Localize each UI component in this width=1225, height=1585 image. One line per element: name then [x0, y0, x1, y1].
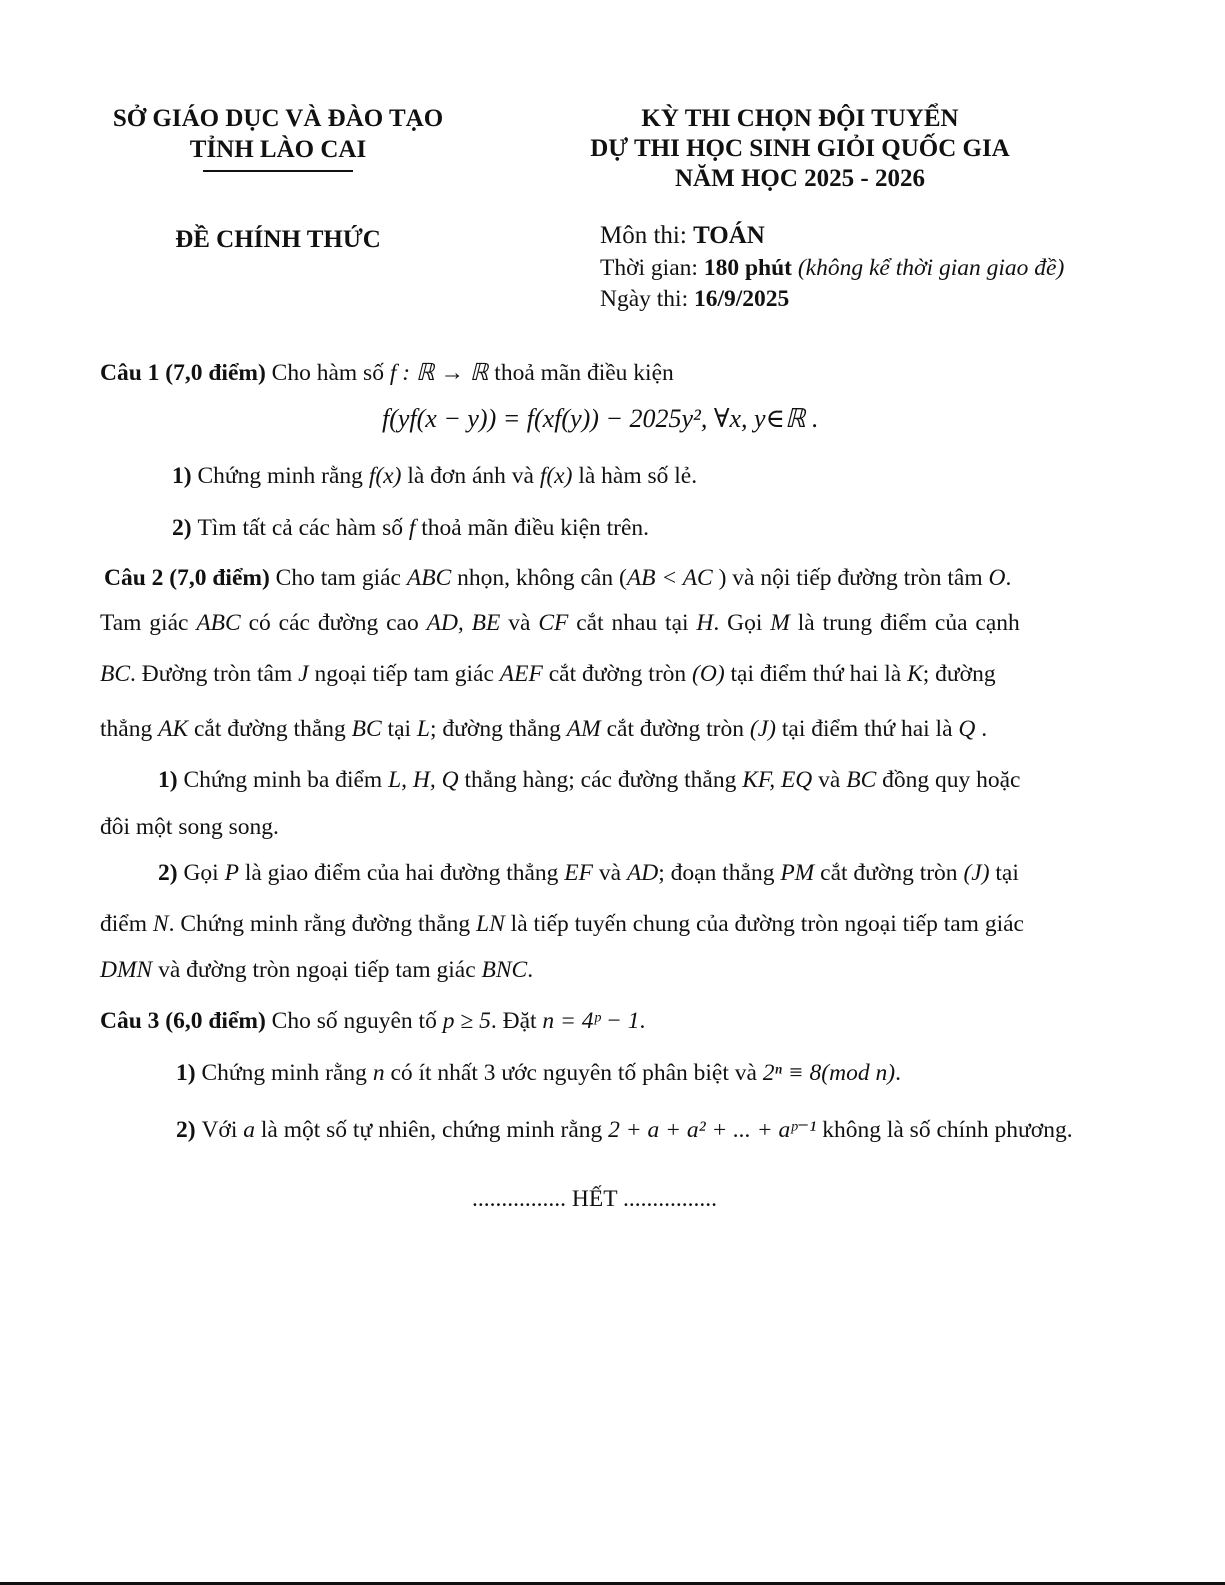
subject-line — [600, 222, 765, 250]
q1-text: là đơn ánh và — [401, 463, 540, 489]
q2-line2 — [100, 610, 1020, 637]
q2-math: P — [224, 860, 239, 886]
exam-title-line3: NĂM HỌC 2025 - 2026 — [675, 165, 925, 192]
q2-text: Tam giác — [100, 610, 197, 636]
q2-math: (J) — [963, 860, 990, 886]
date-line — [600, 286, 789, 313]
q3-intro — [100, 1008, 645, 1035]
q3-math: 2 + a + a² + ... + aᵖ⁻¹ — [608, 1117, 817, 1143]
q3-text: Với — [201, 1117, 244, 1143]
q2-math: BC — [100, 661, 131, 687]
q2-text: tại điểm thứ hai là — [775, 716, 959, 742]
department-name: SỞ GIÁO DỤC VÀ ĐÀO TẠO — [112, 105, 444, 132]
q1-title: Câu 1 (7,0 điểm) — [100, 360, 266, 386]
q2-text: thẳng hàng; các đường thẳng — [458, 767, 743, 793]
q2-text: cắt đường tròn — [600, 716, 750, 742]
q2-part2 — [158, 860, 1019, 887]
q2-text: và đường tròn ngoại tiếp tam giác — [152, 957, 482, 983]
q2-text: là giao điểm của hai đường thẳng — [238, 860, 565, 886]
q1-math: f(x) — [368, 463, 402, 489]
q2-text: tại điểm thứ hai là — [724, 661, 908, 687]
q2-math: DMN — [100, 957, 153, 983]
q2-math: M — [770, 610, 790, 636]
q2-text: điểm — [100, 911, 153, 937]
q2-text: Gọi — [183, 860, 225, 886]
q2-math: BC — [351, 716, 382, 742]
q2-text: Cho tam giác — [269, 565, 407, 591]
q1-text: Tìm tất cả các hàm số — [197, 515, 409, 541]
q3-title: Câu 3 (6,0 điểm) — [100, 1008, 266, 1034]
q2-math: AM — [566, 716, 601, 742]
q2-text: . — [975, 716, 988, 742]
q2-line1 — [104, 565, 1011, 592]
part-label: 1) — [158, 767, 184, 793]
q2-math: (O) — [692, 661, 725, 687]
q2-line3 — [100, 661, 996, 688]
q2-math: J — [298, 661, 309, 687]
q2-text: . Đường tròn tâm — [130, 661, 299, 687]
q2-text: ; đoạn thẳng — [658, 860, 781, 886]
q3-text: . — [895, 1060, 901, 1086]
q1-part2 — [172, 515, 649, 542]
q2-text: cắt đường thẳng — [188, 716, 352, 742]
q1-text: Cho hàm số — [265, 360, 390, 386]
q2-text: và — [593, 860, 627, 886]
q2-text: là trung điểm của cạnh — [789, 610, 1020, 636]
q2-math: ABC — [196, 610, 241, 636]
q2-math: AK — [158, 716, 189, 742]
header-underline — [203, 170, 353, 172]
q2-math: Q — [958, 716, 976, 742]
q2-part1 — [158, 767, 1021, 794]
q2-text: tại — [381, 716, 417, 742]
q1-text: Chứng minh rằng — [197, 463, 369, 489]
q3-math: a — [243, 1117, 256, 1143]
exam-title-line1: KỲ THI CHỌN ĐỘI TUYỂN — [641, 105, 959, 132]
subject-value: TOÁN — [693, 222, 765, 249]
q2-text: ; đường — [922, 661, 996, 687]
q2-part1-line2: đôi một song song. — [100, 814, 279, 840]
q3-text: là một số tự nhiên, chứng minh rằng — [255, 1117, 609, 1143]
q1-part1 — [172, 463, 697, 490]
q2-math: BC — [846, 767, 877, 793]
q2-text: thẳng — [100, 716, 159, 742]
subject-label: Môn thi: — [600, 222, 694, 249]
q1-text: là hàm số lẻ. — [572, 463, 698, 489]
q2-math: PM — [780, 860, 815, 886]
q1-math: f — [408, 515, 416, 541]
q2-math: AD — [626, 860, 659, 886]
q2-math: EF — [564, 860, 594, 886]
q2-text: . Chứng minh rằng đường thẳng — [168, 911, 477, 937]
q2-math: O — [988, 565, 1006, 591]
q2-text: cắt đường tròn — [542, 661, 693, 687]
official-label: ĐỀ CHÍNH THỨC — [175, 226, 381, 253]
q2-text: cắt nhau tại — [568, 610, 697, 636]
q2-text: tại — [989, 860, 1019, 886]
q1-equation: f(yf(x − y)) = f(xf(y)) − 2025y², ∀x, y∈ℝ . — [382, 404, 819, 433]
q2-math: H — [696, 610, 714, 636]
q3-text: Cho số nguyên tố — [265, 1008, 443, 1034]
end-mark: ................ HẾT ................ — [472, 1186, 718, 1212]
q1-math: f(x) — [539, 463, 573, 489]
q2-text: và — [500, 610, 539, 636]
part-label: 2) — [172, 515, 198, 541]
q3-math: p ≥ 5 — [442, 1008, 491, 1034]
date-label: Ngày thi: — [600, 286, 694, 312]
q2-math: AD, BE — [426, 610, 501, 636]
part-label: 2) — [176, 1117, 202, 1143]
time-label: Thời gian: — [600, 255, 704, 281]
part-label: 1) — [172, 463, 198, 489]
q2-text: . — [527, 957, 534, 983]
q2-text: có các đường cao — [240, 610, 427, 636]
date-value: 16/9/2025 — [694, 286, 790, 312]
part-label: 2) — [158, 860, 184, 886]
q3-math: n = 4ᵖ − 1 — [542, 1008, 640, 1034]
q2-math: AEF — [499, 661, 543, 687]
q2-part2-line3 — [100, 957, 533, 984]
q2-math: (J) — [749, 716, 776, 742]
q2-text: . Gọi — [713, 610, 771, 636]
exam-title-line2: DỰ THI HỌC SINH GIỎI QUỐC GIA — [590, 135, 1010, 162]
q3-text: Chứng minh rằng — [201, 1060, 373, 1086]
q2-math: N — [152, 911, 169, 937]
q2-text: . — [1005, 565, 1012, 591]
q2-math: LN — [476, 911, 505, 937]
q3-text: . Đặt — [490, 1008, 543, 1034]
q2-math: AB < AC — [626, 565, 713, 591]
q2-text: Chứng minh ba điểm — [183, 767, 389, 793]
q2-math: L — [416, 716, 430, 742]
q2-text: ; đường thẳng — [430, 716, 567, 742]
time-line — [600, 255, 1064, 282]
q2-text: đồng quy hoặc — [876, 767, 1021, 793]
q2-title: Câu 2 (7,0 điểm) — [104, 565, 270, 591]
q1-math: f : ℝ → ℝ — [389, 360, 489, 386]
q2-text: và — [812, 767, 847, 793]
q1-intro — [100, 358, 674, 387]
q3-part2 — [176, 1115, 1073, 1144]
q2-text: ) và nội tiếp đường tròn tâm — [712, 565, 989, 591]
q3-text: không là số chính phương. — [816, 1117, 1073, 1143]
q1-text: thoả mãn điều kiện trên. — [415, 515, 650, 541]
q3-math: 2ⁿ ≡ 8(mod n) — [762, 1060, 896, 1086]
q3-text: có ít nhất 3 ước nguyên tố phân biệt và — [384, 1060, 763, 1086]
q2-text: cắt đường tròn — [814, 860, 964, 886]
time-note: (không kể thời gian giao đề) — [797, 255, 1065, 281]
q2-math: BNC — [481, 957, 528, 983]
q2-line4 — [100, 716, 987, 743]
q1-text: thoả mãn điều kiện — [488, 360, 674, 386]
q2-math: CF — [538, 610, 569, 636]
q3-part1 — [176, 1060, 901, 1087]
q2-part2-line2 — [100, 911, 1024, 938]
q2-math: ABC — [406, 565, 452, 591]
province-name: TỈNH LÀO CAI — [189, 136, 367, 163]
q3-text: . — [639, 1008, 646, 1034]
part-label: 1) — [176, 1060, 202, 1086]
q3-math: n — [372, 1060, 385, 1086]
q2-math: K — [907, 661, 923, 687]
q2-math: L, H, Q — [388, 767, 459, 793]
q2-text: là tiếp tuyến chung của đường tròn ngoại tiếp tam giác — [504, 911, 1024, 937]
q2-text: ngoại tiếp tam giác — [308, 661, 500, 687]
time-value: 180 phút — [703, 255, 792, 281]
q2-math: KF, EQ — [742, 767, 813, 793]
q2-text: nhọn, không cân ( — [451, 565, 627, 591]
